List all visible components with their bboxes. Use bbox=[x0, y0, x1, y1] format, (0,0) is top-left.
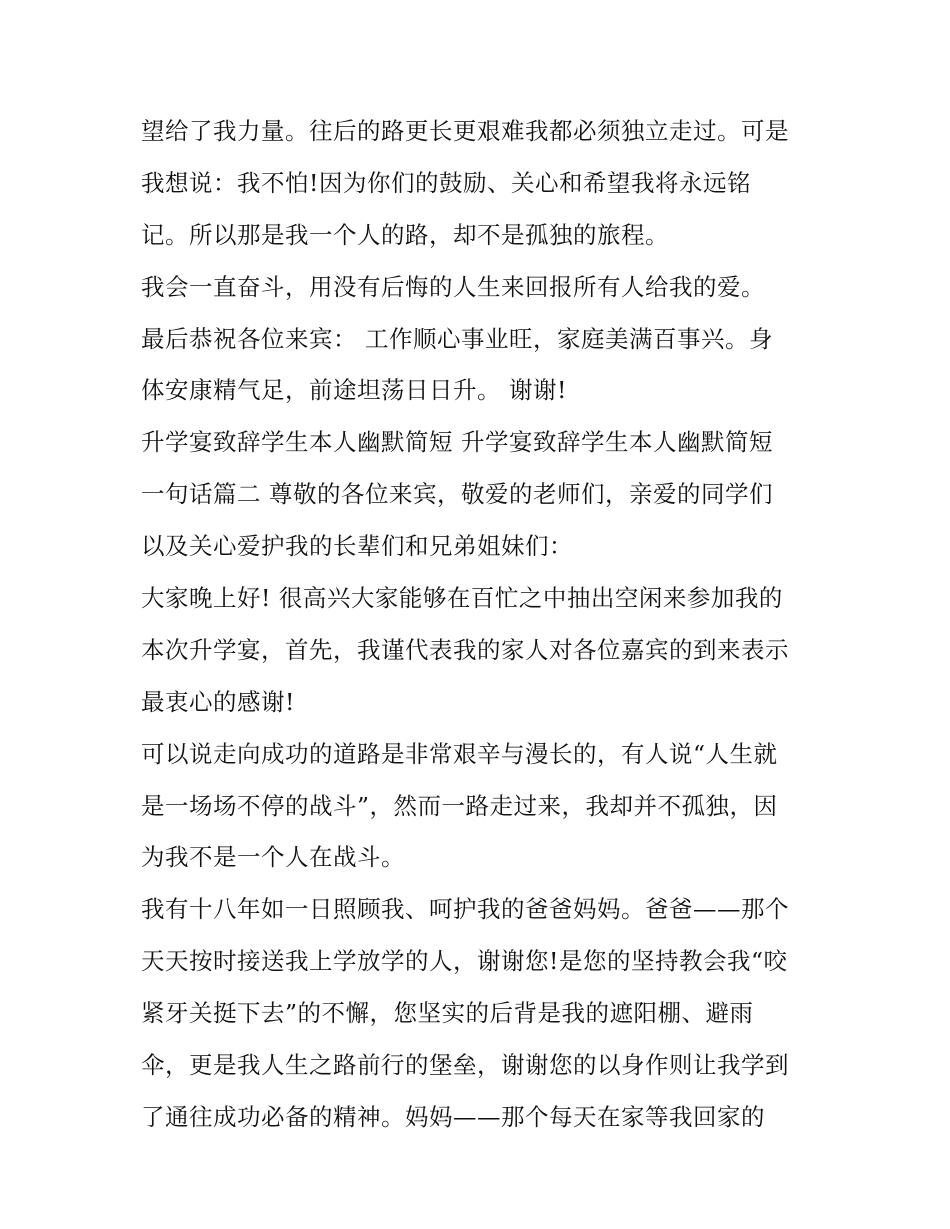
text-line: 紧牙关挺下去”的不懈，您坚实的后背是我的遮阳棚、避雨 bbox=[141, 999, 754, 1028]
text-line: 本次升学宴，首先，我谨代表我的家人对各位嘉宾的到来表示 bbox=[141, 635, 789, 664]
text-line: 大家晚上好! 很高兴大家能够在百忙之中抽出空闲来参加我的 bbox=[141, 584, 783, 613]
text-line: 伞，更是我人生之路前行的堡垒，谢谢您的以身作则让我学到 bbox=[141, 1051, 789, 1080]
text-line: 以及关心爱护我的长辈们和兄弟姐妹们： bbox=[141, 532, 573, 561]
text-line: 我想说：我不怕!因为你们的鼓励、关心和希望我将永远铭 bbox=[141, 168, 751, 197]
text-line: 望给了我力量。往后的路更长更艰难我都必须独立走过。可是 bbox=[141, 117, 789, 145]
text-line: 记。所以那是我一个人的路，却不是孤独的旅程。 bbox=[141, 220, 669, 249]
text-line: 天天按时接送我上学放学的人，谢谢您!是您的坚持教会我“咬 bbox=[141, 947, 788, 976]
text-line: 一句话篇二 尊敬的各位来宾，敬爱的老师们，亲爱的同学们 bbox=[141, 480, 773, 509]
text-line: 我有十八年如一日照顾我、呵护我的爸爸妈妈。爸爸——那个 bbox=[141, 895, 789, 924]
body-text bbox=[141, 106, 821, 1144]
text-line: 最后恭祝各位来宾： 工作顺心事业旺，家庭美满百事兴。身 bbox=[141, 324, 773, 353]
text-line: 可以说走向成功的道路是非常艰辛与漫长的，有人说“人生就 bbox=[141, 739, 778, 768]
text-line: 最衷心的感谢! bbox=[141, 687, 295, 716]
text-line: 升学宴致辞学生本人幽默简短 升学宴致辞学生本人幽默简短 bbox=[141, 428, 773, 457]
text-line: 了通往成功必备的精神。妈妈——那个每天在家等我回家的 bbox=[141, 1102, 765, 1131]
text-line: 是一场场不停的战斗”，然而一路走过来，我却并不孤独，因 bbox=[141, 791, 778, 820]
text-line: 体安康精气足，前途坦荡日日升。 谢谢! bbox=[141, 376, 567, 405]
text-line: 为我不是一个人在战斗。 bbox=[141, 843, 405, 872]
text-line: 我会一直奋斗，用没有后悔的人生来回报所有人给我的爱。 bbox=[141, 272, 765, 301]
